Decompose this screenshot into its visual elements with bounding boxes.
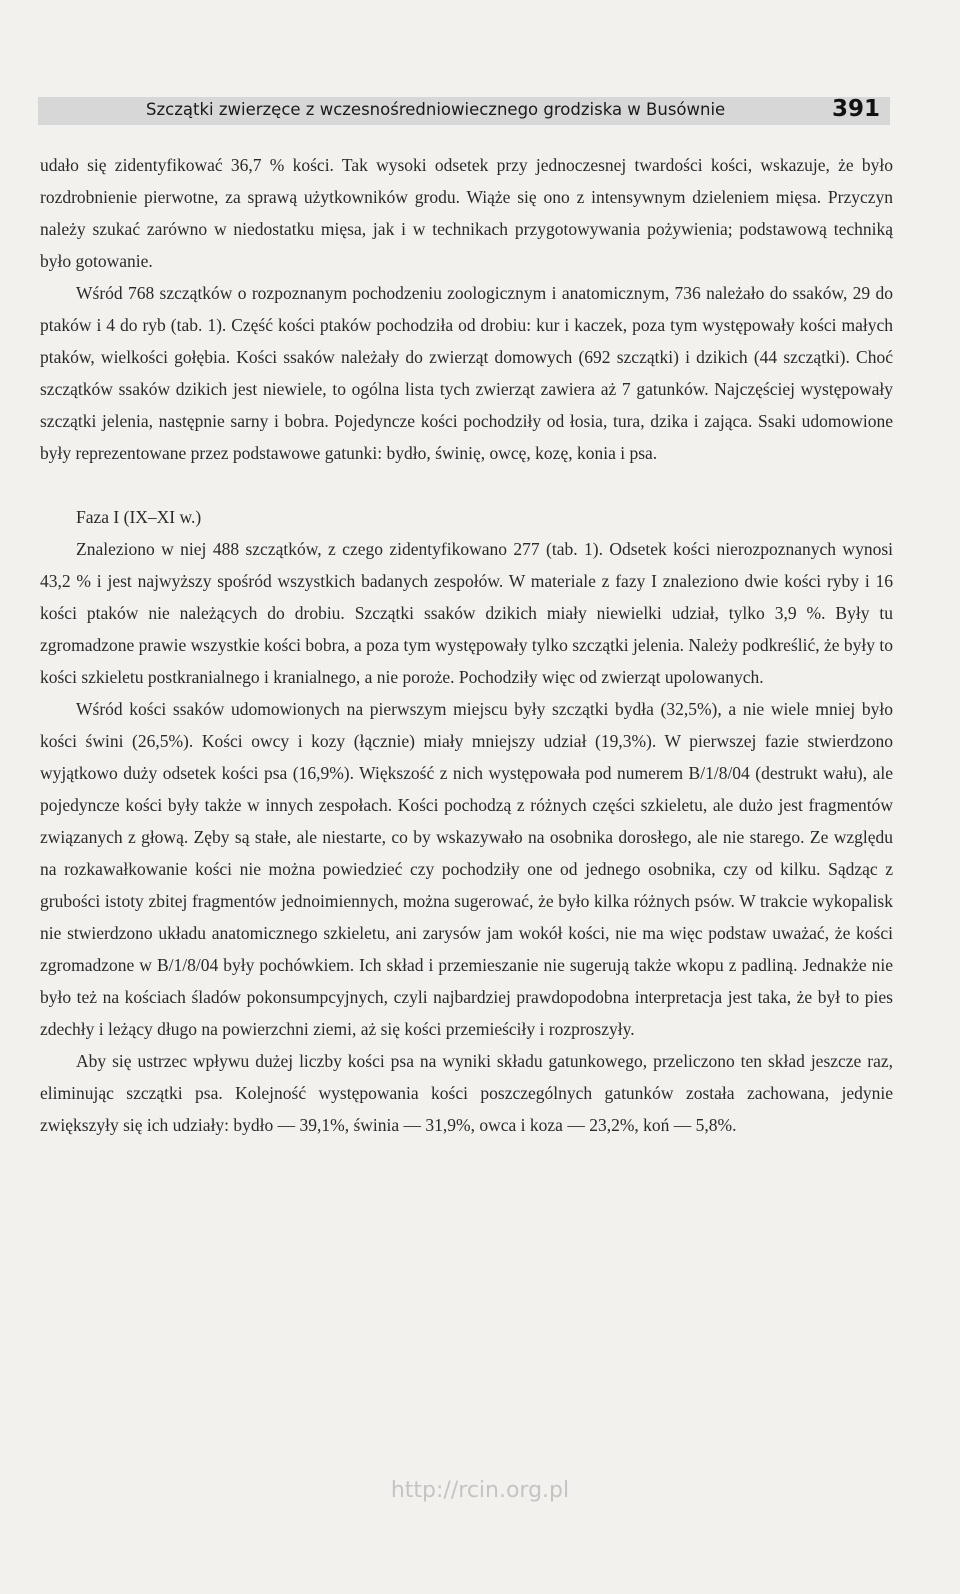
running-header [38, 97, 890, 125]
footer-url: http://rcin.org.pl [390, 1478, 570, 1503]
running-header-title: Szczątki zwierzęce z wczesnośredniowiecznego grodziska w Busównie [146, 100, 726, 119]
paragraph: Znaleziono w niej 488 szczątków, z czego zidentyfikowano 277 (tab. 1). Odsetek kości nierozpoznanych wynosi 43,2 % i jest najwyższy spośród wszystkich badanych zespołów. W materiale z fazy I znaleziono dwie kości ryby i 16 kości ptaków nie należących do drobiu. Szczątki ssaków dzikich miały niewielki udział, tylko 3,9 %. Były tu zgromadzone prawie wszystkie kości bobra, a poza tym występowały tylko szczątki jelenia. Należy podkreślić, że były to kości szkieletu postkranialnego i kranialnego, a nie poroże. Pochodziły więc od zwierząt upolowanych. [40, 539, 893, 687]
paragraph: Aby się ustrzec wpływu dużej liczby kości psa na wyniki składu gatunkowego, przeliczono ten skład jeszcze raz, eliminując szczątki psa. Kolejność występowania kości poszczególnych gatunków została zachowana, jedynie zwiększyły się ich udziały: bydło — 39,1%, świnia — 31,9%, owca i koza — 23,2%, koń — 5,8%. [40, 1051, 893, 1135]
paragraph: Wśród 768 szczątków o rozpoznanym pochodzeniu zoologicznym i anatomicznym, 736 należało do ssaków, 29 do ptaków i 4 do ryb (tab. 1). Część kości ptaków pochodziła od drobiu: kur i kaczek, poza tym występowały kości małych ptaków, wielkości gołębia. Kości ssaków należały do zwierząt domowych (692 szczątki) i dzikich (44 szczątki). Choć szczątków ssaków dzikich jest niewiele, to ogólna lista tych zwierząt zawiera aż 7 gatunków. Najczęściej występowały szczątki jelenia, następnie sarny i bobra. Pojedyncze kości pochodziły od łosia, tura, dzika i zająca. Ssaki udomowione były reprezentowane przez podstawowe gatunki: bydło, świnię, owcę, kozę, konia i psa. [40, 283, 893, 463]
body-text [40, 149, 893, 1141]
page-number: 391 [831, 96, 880, 122]
section-heading: Faza I (IX–XI w.) [76, 507, 202, 527]
paragraph: Wśród kości ssaków udomowionych na pierwszym miejscu były szczątki bydła (32,5%), a nie wiele mniej było kości świni (26,5%). Kości owcy i kozy (łącznie) miały mniejszy udział (19,3%). W pierwszej fazie stwierdzono wyjątkowo duży odsetek kości psa (16,9%). Większość z nich występowała pod numerem B/1/8/04 (destrukt wału), ale pojedyncze kości były także w innych zespołach. Kości pochodzą z różnych części szkieletu, ale dużo jest fragmentów związanych z głową. Zęby są stałe, ale niestarte, co by wskazywało na osobnika dorosłego, ale nie starego. Ze względu na rozkawałkowanie kości nie można powiedzieć czy pochodziły one od jednego osobnika, czy od kilku. Sądząc z grubości istoty zbitej fragmentów jednoimiennych, można sugerować, że było kilka różnych psów. W trakcie wykopalisk nie stwierdzono układu anatomicznego szkieletu, ani zarysów jam wokół kości, nie ma więc podstaw uważać, że kości zgromadzone w B/1/8/04 były pochówkiem. Ich skład i przemieszanie nie sugerują także wkopu z padliną. Jednakże nie było też na kościach śladów pokonsumpcyjnych, czyli najbardziej prawdopodobna interpretacja jest taka, że był to pies zdechły i leżący długo na powierzchni ziemi, aż się kości przemieściły i rozproszyły. [40, 699, 893, 1039]
paragraph-continuation: udało się zidentyfikować 36,7 % kości. Tak wysoki odsetek przy jednoczesnej twardości kości, wskazuje, że było rozdrobnienie pierwotne, za sprawą użytkowników grodu. Wiąże się ono z intensywnym dzieleniem mięsa. Przyczyn należy szukać zarówno w niedostatku mięsa, jak i w technikach przygotowywania pożywienia; podstawową techniką było gotowanie. [40, 155, 893, 271]
